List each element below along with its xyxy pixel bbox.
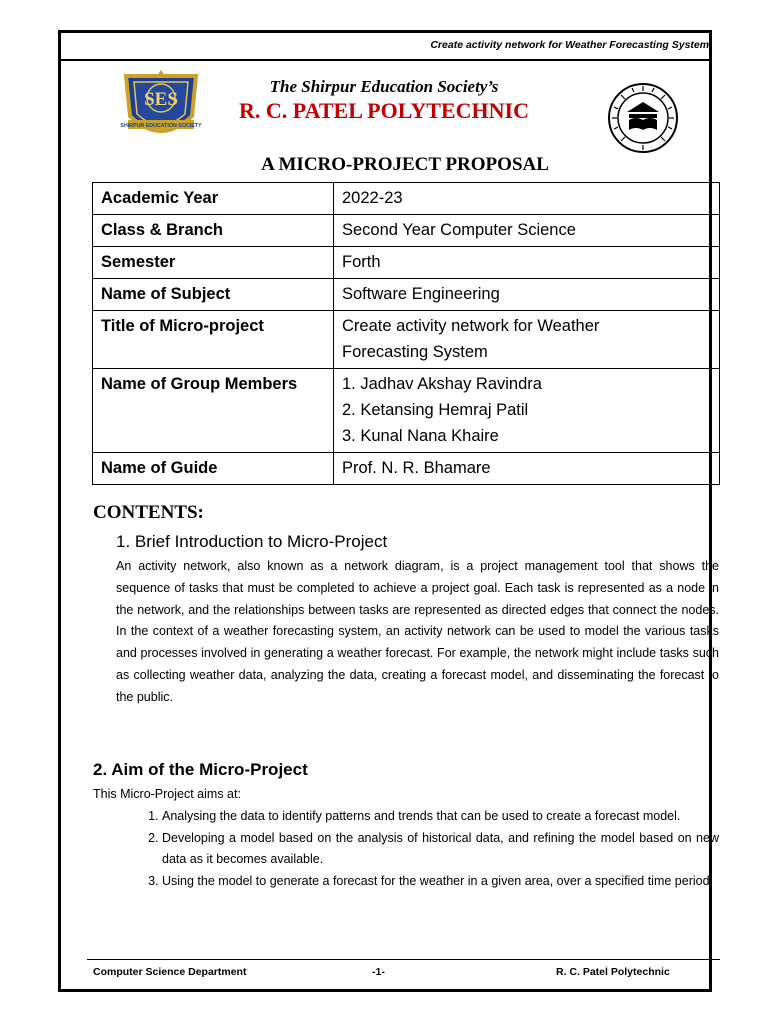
running-header: Create activity network for Weather Forecasting System. <box>430 39 712 51</box>
footer-divider <box>87 959 720 960</box>
aim-intro: This Micro-Project aims at: <box>93 787 241 801</box>
contents-heading: CONTENTS: <box>93 502 204 523</box>
table-row <box>93 247 720 279</box>
project-info-table <box>92 182 720 485</box>
table-row <box>93 453 720 485</box>
ses-logo-text: SES <box>144 89 178 110</box>
section-1-title: 1. Brief Introduction to Micro-Project <box>116 532 388 551</box>
row-value: 2022-23 <box>334 183 720 215</box>
footer-page-number: -1- <box>372 966 385 978</box>
table-row <box>93 279 720 311</box>
ses-logo-ring-text: SHIRPUR EDUCATION SOCIETY <box>120 123 202 129</box>
section-2-title: 2. Aim of the Micro-Project <box>93 760 308 779</box>
aim-list <box>116 806 719 892</box>
list-item: 3. Using the model to generate a forecast for the weather in a given area, over a specified time period. <box>162 871 719 893</box>
row-value: Prof. N. R. Bhamare <box>334 453 720 485</box>
college-name: R. C. PATEL POLYTECHNIC <box>239 98 529 123</box>
table-row <box>93 311 720 369</box>
table-row <box>93 369 720 453</box>
row-label: Name of Group Members <box>93 369 334 453</box>
proposal-title: A MICRO-PROJECT PROPOSAL <box>261 154 549 175</box>
header-divider <box>60 59 710 61</box>
list-item: 2. Developing a model based on the analysis of historical data, and refining the model based on new data as it becomes available. <box>162 828 719 871</box>
list-item: 1. Analysing the data to identify patterns and trends that can be used to create a forecast model. <box>162 806 719 828</box>
row-value: Second Year Computer Science <box>334 215 720 247</box>
row-label: Academic Year <box>93 183 334 215</box>
footer-department: Computer Science Department <box>93 966 247 978</box>
section-1-paragraph: An activity network, also known as a network diagram, is a project management tool that shows the sequence of tasks that must be completed to achieve a project goal. Each task is represented as a node in the network, and the relationships between tasks are represented as directed edges that connect the nodes. In the context of a weather forecasting system, an activity network can be used to model the various tasks and processes involved in generating a weather forecast. For example, the network might include tasks such as collecting weather data, analyzing the data, creating a forecast model, and disseminating the forecast to the public. <box>116 559 719 704</box>
table-row <box>93 183 720 215</box>
row-value: Forth <box>334 247 720 279</box>
row-value: Software Engineering <box>334 279 720 311</box>
footer-college: R. C. Patel Polytechnic <box>556 966 670 978</box>
row-label: Semester <box>93 247 334 279</box>
society-name: The Shirpur Education Society’s <box>269 77 499 96</box>
row-label: Class & Branch <box>93 215 334 247</box>
row-value: 1. Jadhav Akshay Ravindra 2. Ketansing Hemraj Patil 3. Kunal Nana Khaire <box>334 369 720 453</box>
row-value: Create activity network for Weather Forecasting System <box>334 311 720 369</box>
row-label: Title of Micro-project <box>93 311 334 369</box>
row-label: Name of Subject <box>93 279 334 311</box>
table-row <box>93 215 720 247</box>
row-label: Name of Guide <box>93 453 334 485</box>
